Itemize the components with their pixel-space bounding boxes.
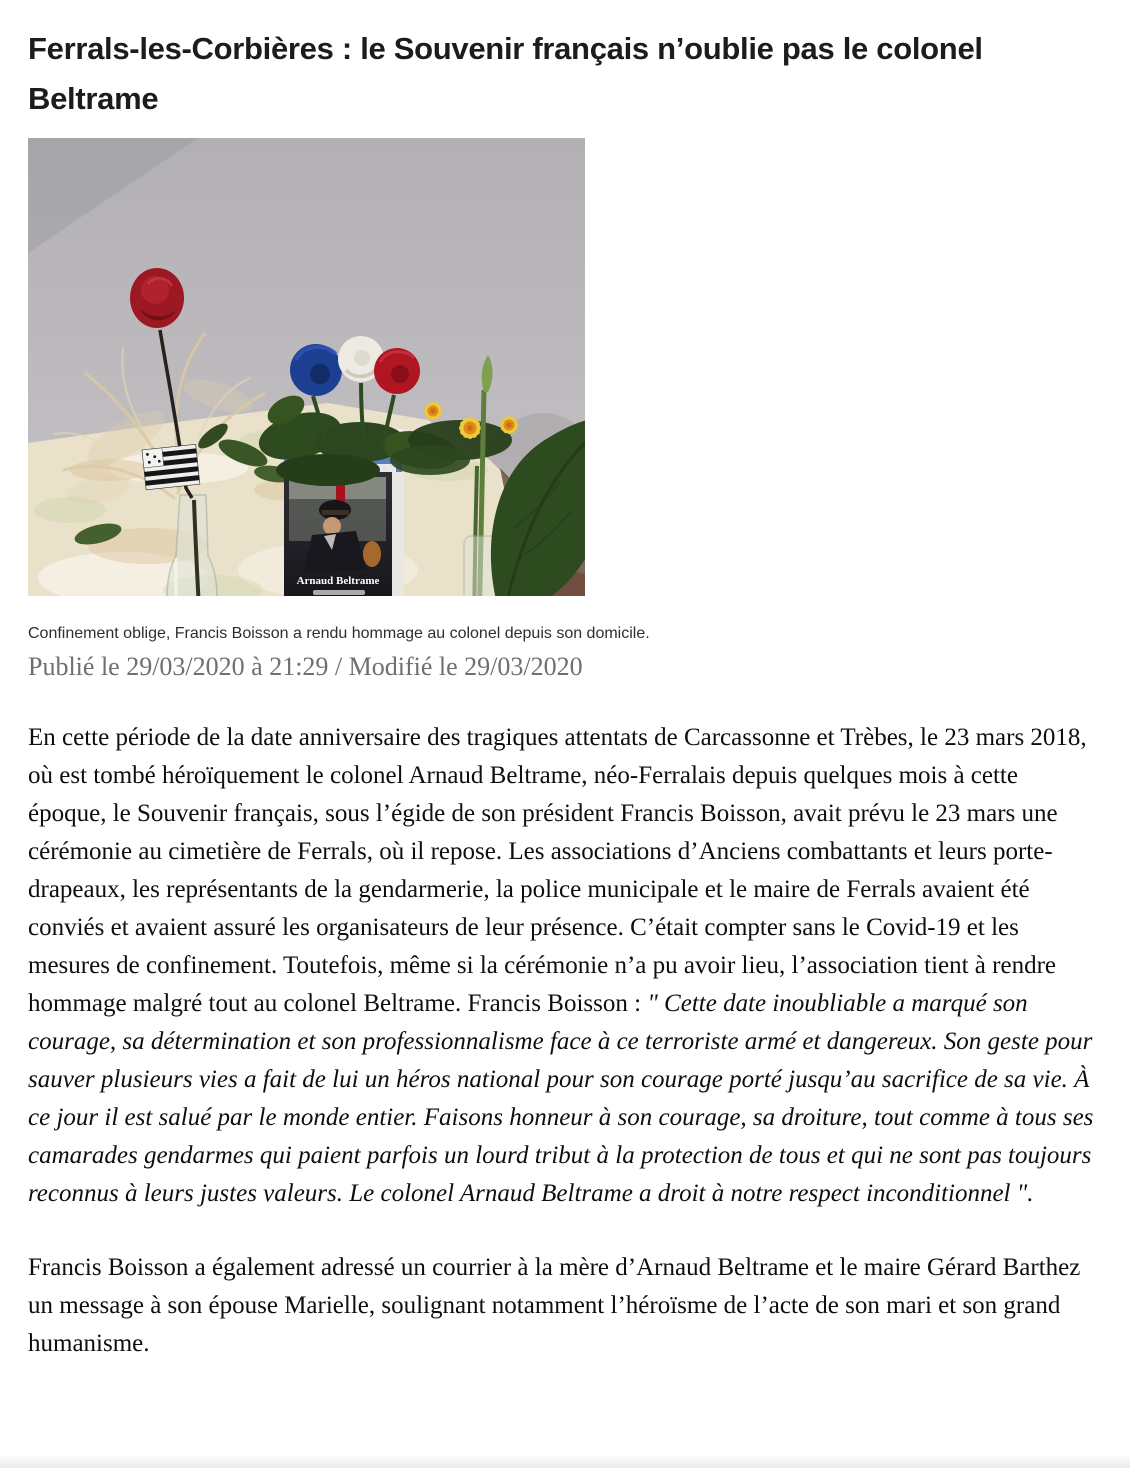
publish-date: Publié le 29/03/2020 à 21:29 / Modifié le 29/03/2020 xyxy=(28,652,583,681)
boisson-quote: " Cette date inoubliable a marqué son courage, sa détermination et son professionnalisme face à ce terroriste armé et dangereux. Son geste pour sauver plusieurs vies a fait de lui un héros national pour son courage porté jusqu’au sacrifice de sa vie. À ce jour il est salué par le monde entier. Faisons honneur à son courage, sa droiture, tout comme à tous ses camarades gendarmes qui paient parfois un lourd tribut à la protection de tous et qui ne sont pas toujours reconnus à leurs justes valeurs. Le colonel Arnaud Beltrame a droit à notre respect inconditionnel ". xyxy=(28,990,1094,1207)
article-body xyxy=(28,719,1102,1363)
paragraph-2: Francis Boisson a également adressé un courrier à la mère d’Arnaud Beltrame et le maire Gérard Barthez un message à son épouse Marielle, soulignant notamment l’héroïsme de l’acte de son mari et son grand humanisme. xyxy=(28,1254,1081,1357)
red-rose-2 xyxy=(374,348,420,394)
article-photo xyxy=(28,138,585,596)
red-rose xyxy=(130,268,184,328)
blue-rose xyxy=(290,344,342,396)
book-title-text: Arnaud Beltrame xyxy=(296,575,380,587)
page-title: Ferrals-les-Corbières : le Souvenir français n’oublie pas le colonel Beltrame xyxy=(28,31,983,116)
memorial-photo-illustration xyxy=(28,138,585,596)
paragraph-1-text: En cette période de la date anniversaire des tragiques attentats de Carcassonne et Trèbes, le 23 mars 2018, où est tombé héroïquement le colonel Arnaud Beltrame, néo-Ferralais depuis quelques mois à cette époque, le Souvenir français, sous l’égide de son président Francis Boisson, avait prévu le 23 mars une cérémonie au cimetière de Ferrals, où il repose. Les associations d’Anciens combattants et leurs porte-drapeaux, les représentants de la gendarmerie, la police municipale et le maire de Ferrals avaient été conviés et avaient assuré les organisateurs de leur présence. C’était compter sans le Covid-19 et les mesures de confinement. Toutefois, même si la cérémonie n’a pu avoir lieu, l’association tient à rendre hommage malgré tout au colonel Beltrame. Francis Boisson : xyxy=(28,724,1087,1017)
paragraph-1 xyxy=(28,719,1102,1213)
bottom-fade xyxy=(0,1454,1130,1468)
breton-flag xyxy=(142,444,200,489)
photo-caption: Confinement oblige, Francis Boisson a rendu hommage au colonel depuis son domicile. xyxy=(28,625,650,642)
